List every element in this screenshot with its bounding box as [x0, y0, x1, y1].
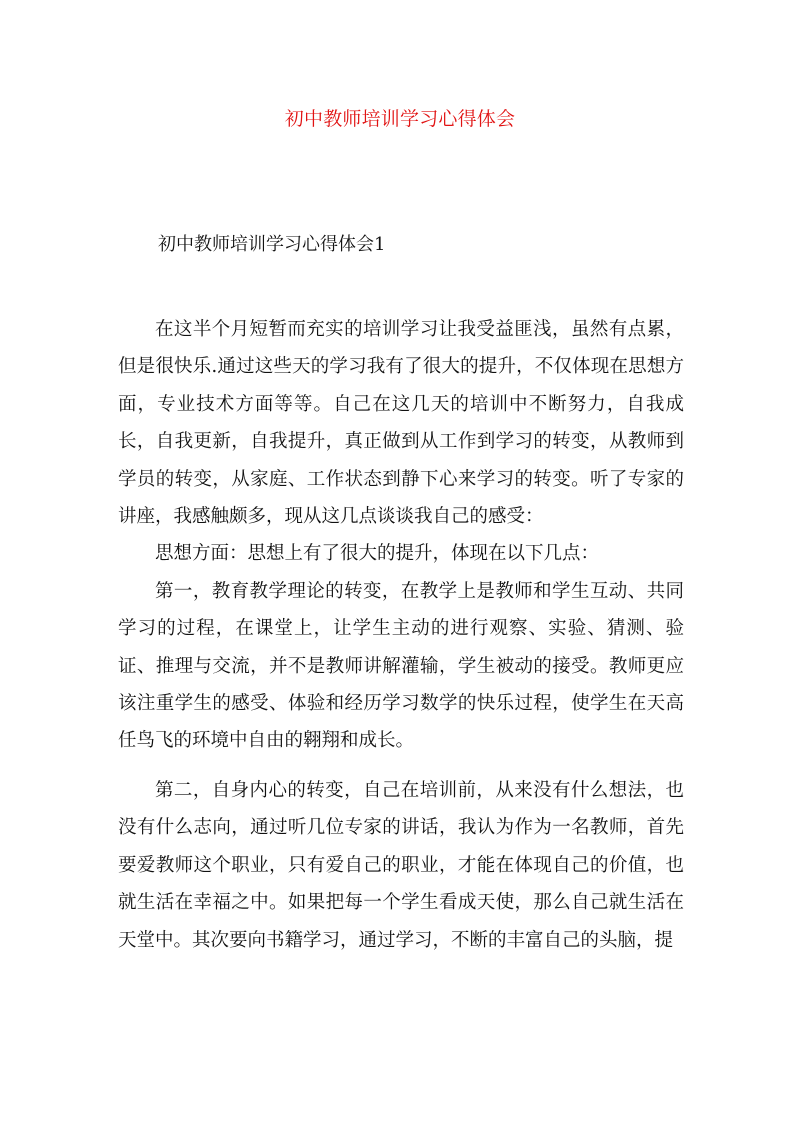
section-heading: 初中教师培训学习心得体会1: [158, 234, 386, 255]
paragraph-second-point: 第二，自身内心的转变，自己在培训前，从来没有什么想法，也没有什么志向，通过听几位专家的讲话，我认为作为一名教师，首先要爱教师这个职业，只有爱自己的职业，才能在体现自己的价值，也就生活在幸福之中。如果把每一个学生看成天使，那么自己就生活在天堂中。其次要向书籍学习，通过学习，不断的丰富自己的头脑，提: [118, 779, 684, 951]
paragraph-thought-aspect: 思想方面：思想上有了很大的提升，体现在以下几点：: [155, 543, 600, 565]
document-title: 初中教师培训学习心得体会: [284, 108, 516, 130]
paragraph-intro: 在这半个月短暂而充实的培训学习让我受益匪浅，虽然有点累，但是很快乐.通过这些天的学习我有了很大的提升，不仅体现在思想方面，专业技术方面等等。自己在这几天的培训中不断努力，自我成长，自我更新，自我提升，真正做到从工作到学习的转变，从教师到学员的转变，从家庭、工作状态到静下心来学习的转变。听了专家的讲座，我感触颇多，现从这几点谈谈我自己的感受：: [118, 319, 684, 528]
document-body: [118, 311, 684, 959]
paragraph-first-point: 第一，教育教学理论的转变，在教学上是教师和学生互动、共同学习的过程，在课堂上，让学生主动的进行观察、实验、猜测、验证、推理与交流，并不是教师讲解灌输，学生被动的接受。教师更应该注重学生的感受、体验和经历学习数学的快乐过程，使学生在天高任鸟飞的环境中自由的翱翔和成长。: [118, 580, 684, 752]
